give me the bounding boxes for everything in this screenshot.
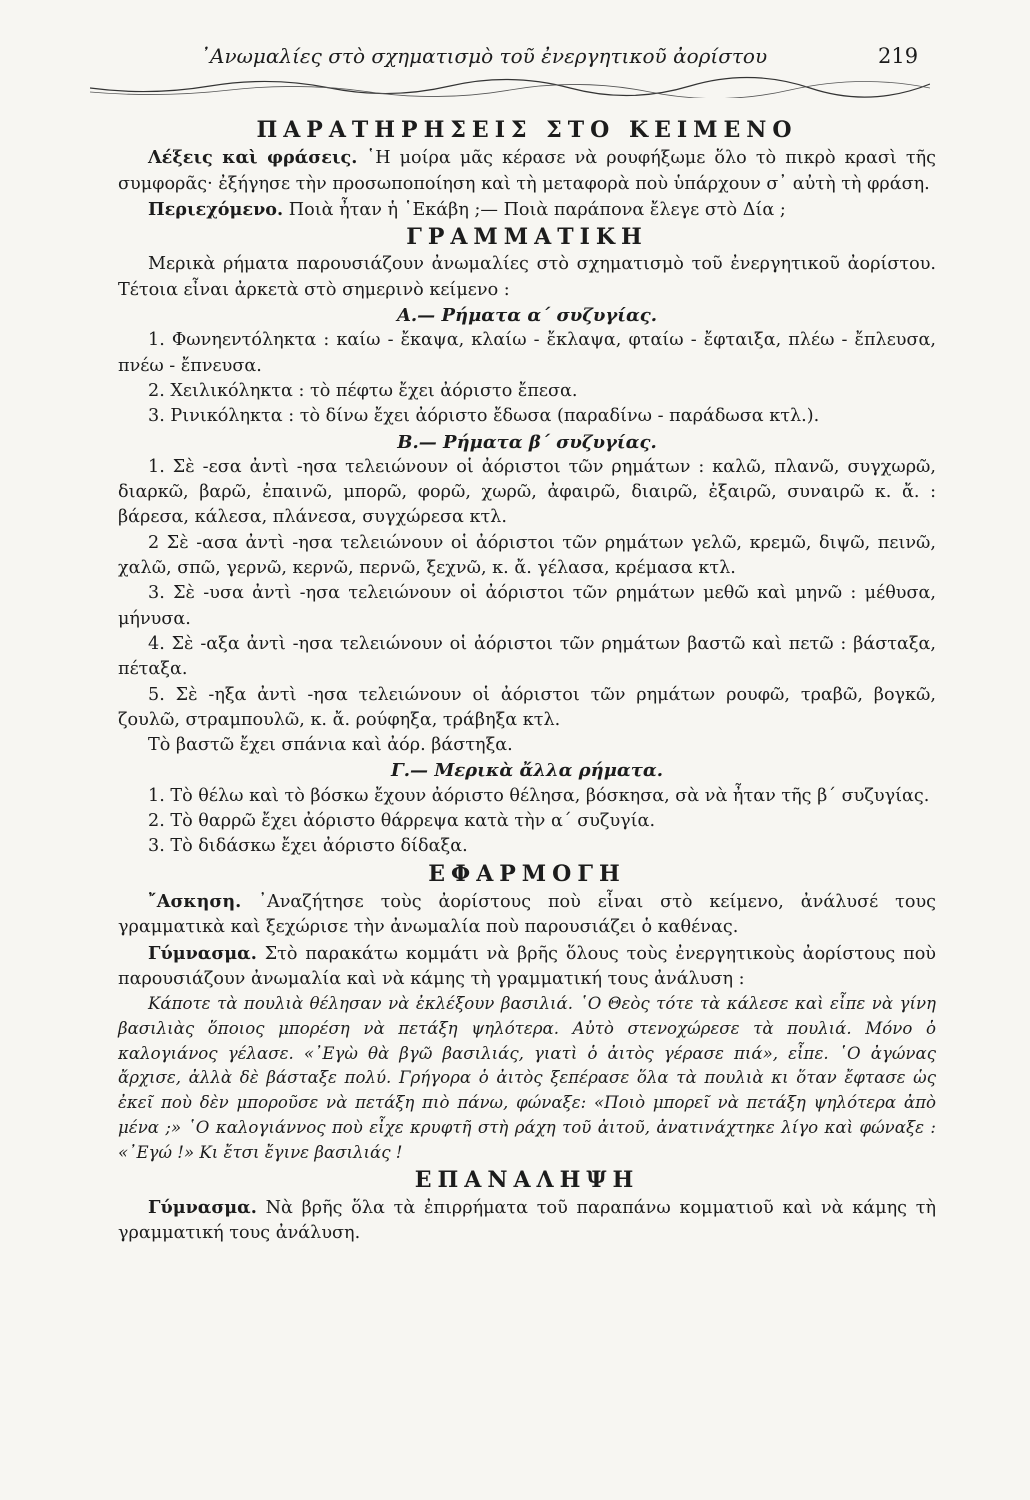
content-paragraph — [118, 197, 936, 223]
exercise-paragraph — [118, 889, 936, 941]
section-b-item: 4. Σὲ -αξα ἀντὶ -ησα τελειώνουν οἱ ἀόριστοι τῶν ρημάτων βαστῶ καὶ πετῶ : βάσταξα, πέταξα. — [118, 633, 936, 680]
section-b-item: 3. Σὲ -υσα ἀντὶ -ησα τελειώνουν οἱ ἀόριστοι τῶν ρημάτων μεθῶ καὶ μηνῶ : μέθυσα, μήνυσα. — [118, 583, 936, 629]
section-c-item: 1. Τὸ θέλω καὶ τὸ βόσκω ἔχουν ἀόριστο θέλησα, βόσκησα, σὰ νὰ ἦταν τῆς β΄ συζυγίας. — [148, 785, 930, 806]
section-c-title: Γ.— Μερικὰ ἄλλα ρήματα. — [391, 760, 663, 782]
section-b-item: Τὸ βαστῶ ἔχει σπάνια καὶ ἀόρ. βάστηξα. — [148, 735, 513, 756]
drill-paragraph — [118, 941, 936, 993]
decorative-wavy-rule — [90, 74, 930, 98]
review-title: ΕΠΑΝΑΛΗΨΗ — [414, 1166, 640, 1193]
review-paragraph — [118, 1195, 936, 1247]
review-drill-label: Γύμνασμα. — [148, 1196, 257, 1218]
drill-text: Στὸ παρακάτω κομμάτι νὰ βρῆς ὅλους τοὺς ἐνεργητικοὺς ἀορίστους ποὺ παρουσιάζουν ἀνωμαλία καὶ νὰ κάμης τὴ γραμματική τους ἀνάλυση : — [118, 943, 936, 989]
section-c-item: 2. Τὸ θαρρῶ ἔχει ἀόριστο θάρρεψα κατὰ τὴν α΄ συζυγία. — [148, 811, 656, 832]
words-paragraph — [118, 145, 936, 197]
section-b-item: 1. Σὲ -εσα ἀντὶ -ησα τελειώνουν οἱ ἀόριστοι τῶν ρημάτων : καλῶ, πλανῶ, συγχωρῶ, διαρκῶ, βαρῶ, ἐπαινῶ, μπορῶ, φορῶ, χωρῶ, ἀφαιρῶ, διαιρῶ, ἐξαιρῶ, συναιρῶ κ. ἄ. : βάρεσα, κάλεσα, πλάνεσα, συγχώρεσα κτλ. — [118, 456, 936, 528]
words-label: Λέξεις καὶ φράσεις. — [148, 147, 358, 169]
page-content — [118, 116, 936, 1247]
section-b-title: Β.— Ρήματα β΄ συζυγίας. — [397, 431, 657, 453]
exercise-text: ᾿Αναζήτησε τοὺς ἀορίστους ποὺ εἶναι στὸ κείμενο, ἀνάλυσέ τους γραμματικὰ καὶ ξεχώρισε τὴν ἀνωμαλία ποὺ παρουσιάζει ὁ καθένας. — [118, 891, 936, 938]
running-title: ᾿Ανωμαλίες στὸ σχηματισμὸ τοῦ ἐνεργητικοῦ ἀορίστου — [200, 44, 768, 68]
drill-label: Γύμνασμα. — [148, 942, 257, 964]
section-a-item: 3. Ρινικόληκτα : τὸ δίνω ἔχει ἀόριστο ἔδωσα (παραδίνω - παράδωσα κτλ.). — [148, 406, 820, 427]
story-excerpt: Κάποτε τὰ πουλιὰ θέλησαν νὰ ἐκλέξουν βασιλιά. ῾Ο Θεὸς τότε τὰ κάλεσε καὶ εἶπε νὰ γίνη βασιλιὰς ὅποιος μπορέση νὰ πετάξη ψηλότερα. Αὐτὸ στενοχώρεσε τὰ πουλιά. Μόνο ὁ καλογιάνος γέλασε. «᾿Εγὼ θὰ βγῶ βασιλιάς, γιατὶ ὁ ἀιτὸς γέρασε πιά», εἶπε. ῾Ο ἀγώνας ἄρχισε, ἀλλὰ δὲ βάσταξε πολύ. Γρήγορα ὁ ἀιτὸς ξεπέρασε ὅλα τὰ πουλιὰ κι ὅταν ἔφτασε ὡς ἐκεῖ ποὺ δὲν μποροῦσε νὰ πετάξη πιὸ πάνω, φώναξε: «Ποιὸ μπορεῖ νὰ πετάξη ψηλότερα ἀπὸ μένα ;» ῾Ο καλογιάννος ποὺ εἶχε κρυφτῆ στὴ ράχη τοῦ ἀιτοῦ, ἀνατινάχτηκε λίγο καὶ φώναξε : «᾿Εγώ !» Κι ἔτσι ἔγινε βασιλιάς ! — [118, 994, 936, 1162]
exercise-label: ῎Ασκηση. — [148, 890, 242, 912]
observations-title: ΠΑΡΑΤΗΡΗΣΕΙΣ ΣΤΟ ΚΕΙΜΕΝΟ — [256, 117, 798, 143]
grammar-intro: Μερικὰ ρήματα παρουσιάζουν ἀνωμαλίες στὸ σχηματισμὸ τοῦ ἐνεργητικοῦ ἀορίστου. Τέτοια εἶναι ἀρκετὰ στὸ σημερινὸ κείμενο : — [118, 254, 936, 300]
section-a-item: 1. Φωνηεντόληκτα : καίω - ἔκαψα, κλαίω - ἔκλαψα, φταίω - ἔφταιξα, πλέω - ἔπλευσα, πνέω - ἔπνευσα. — [118, 330, 936, 376]
page-number: 219 — [878, 44, 919, 68]
section-b-item: 5. Σὲ -ηξα ἀντὶ -ησα τελειώνουν οἱ ἀόριστοι τῶν ρημάτων ρουφῶ, τραβῶ, βογκῶ, ζουλῶ, στραμπουλῶ, κ. ἄ. ρούφηξα, τράβηξα κτλ. — [118, 684, 936, 730]
grammar-title: ΓΡΑΜΜΑΤΙΚΗ — [406, 224, 648, 251]
content-text: Ποιὰ ἦταν ἡ ῾Εκάβη ;— Ποιὰ παράπονα ἔλεγε στὸ Δία ; — [288, 199, 786, 220]
section-a-title: Α.— Ρήματα α΄ συζυγίας. — [396, 305, 658, 327]
words-text: ῾Η μοίρα μᾶς κέρασε νὰ ρουφήξωμε ὅλο τὸ πικρὸ κρασὶ τῆς συμφορᾶς· ἐξήγησε τὴν προσωποποίηση καὶ τὴ μεταφορὰ ποὺ ὑπάρχουν σ᾿ αὐτὴ τὴ φράση. — [118, 148, 937, 194]
application-title: ΕΦΑΡΜΟΓΗ — [428, 860, 626, 887]
section-c-item: 3. Τὸ διδάσκω ἔχει ἀόριστο δίδαξα. — [148, 836, 468, 857]
review-drill-text: Νὰ βρῆς ὅλα τὰ ἐπιρρήματα τοῦ παραπάνω κομματιοῦ καὶ νὰ κάμης τὴ γραμματική τους ἀνάλυση. — [118, 1197, 937, 1244]
content-label: Περιεχόμενο. — [148, 198, 284, 220]
section-a-item: 2. Χειλικόληκτα : τὸ πέφτω ἔχει ἀόριστο ἔπεσα. — [148, 380, 578, 401]
section-b-item: 2 Σὲ -ασα ἀντὶ -ησα τελειώνουν οἱ ἀόριστοι τῶν ρημάτων γελῶ, κρεμῶ, διψῶ, πεινῶ, χαλῶ, σπῶ, γερνῶ, κερνῶ, περνῶ, ξεχνῶ, κ. ἄ. γέλασα, κρέμασα κτλ. — [118, 532, 936, 579]
